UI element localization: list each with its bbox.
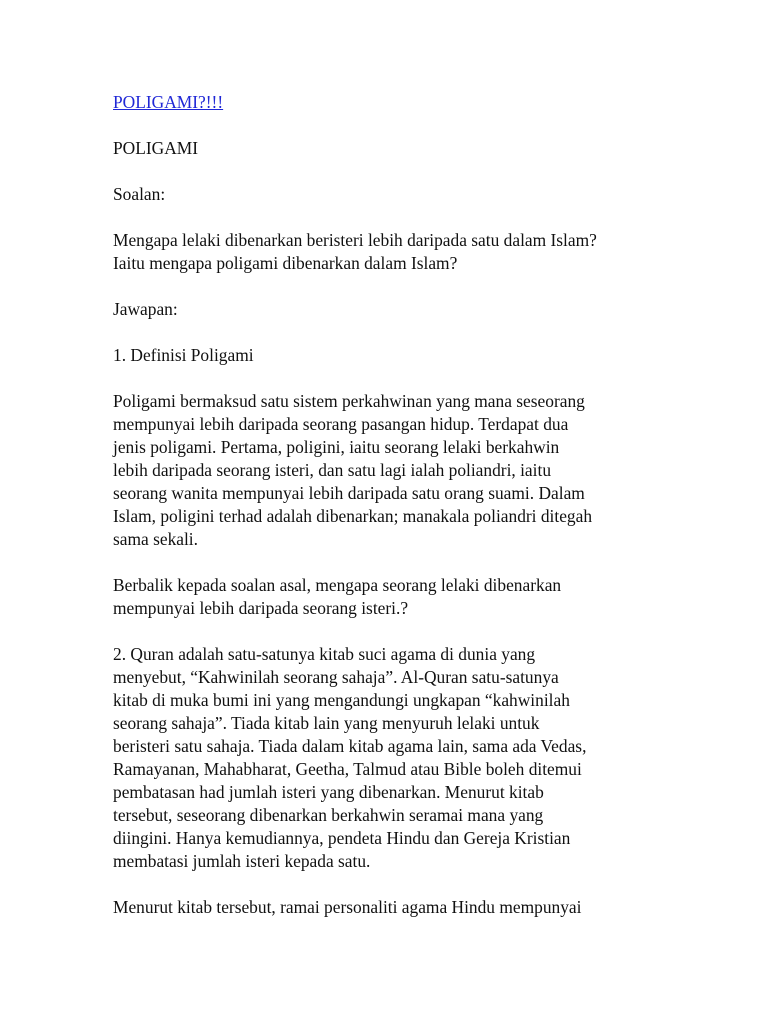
text-line: membatasi jumlah isteri kepada satu. — [113, 851, 371, 871]
question-label — [113, 183, 673, 206]
text-line: jenis poligami. Pertama, poligini, iaitu seorang lelaki berkahwin — [113, 437, 560, 457]
text-line: pembatasan had jumlah isteri yang dibenarkan. Menurut kitab — [113, 782, 544, 802]
text-line: seorang wanita mempunyai lebih daripada satu orang suami. Dalam — [113, 483, 585, 503]
heading-text: POLIGAMI — [113, 138, 199, 158]
text-line: kitab di muka bumi ini yang mengandungi ungkapan “kahwinilah — [113, 690, 570, 710]
text-line: Iaitu mengapa poligami dibenarkan dalam Islam? — [113, 253, 458, 273]
title-link[interactable]: POLIGAMI?!!! — [113, 92, 224, 112]
paragraph-definition — [113, 390, 673, 551]
document-page — [113, 91, 673, 942]
text-line: 2. Quran adalah satu-satunya kitab suci agama di dunia yang — [113, 644, 536, 664]
section-heading-text: 1. Definisi Poligami — [113, 345, 254, 365]
text-line: lebih daripada seorang isteri, dan satu lagi ialah poliandri, iaitu — [113, 460, 552, 480]
text-line: beristeri satu sahaja. Tiada dalam kitab agama lain, sama ada Vedas, — [113, 736, 587, 756]
section-1-heading — [113, 344, 673, 367]
text-line: diingini. Hanya kemudiannya, pendeta Hindu dan Gereja Kristian — [113, 828, 571, 848]
answer-label — [113, 298, 673, 321]
text-line: Islam, poligini terhad adalah dibenarkan; manakala poliandri ditegah — [113, 506, 593, 526]
text-line: Poligami bermaksud satu sistem perkahwinan yang mana seseorang — [113, 391, 585, 411]
text-line: Mengapa lelaki dibenarkan beristeri lebih daripada satu dalam Islam? — [113, 230, 597, 250]
document-heading — [113, 137, 673, 160]
text-line: Berbalik kepada soalan asal, mengapa seorang lelaki dibenarkan — [113, 575, 562, 595]
paragraph-hindu-personalities — [113, 896, 673, 919]
text-line: sama sekali. — [113, 529, 198, 549]
text-line: menyebut, “Kahwinilah seorang sahaja”. Al-Quran satu-satunya — [113, 667, 559, 687]
paragraph-question-return — [113, 574, 673, 620]
text-line: tersebut, seseorang dibenarkan berkahwin seramai mana yang — [113, 805, 544, 825]
question-paragraph — [113, 229, 673, 275]
text-line: seorang sahaja”. Tiada kitab lain yang menyuruh lelaki untuk — [113, 713, 540, 733]
text-line: Ramayanan, Mahabharat, Geetha, Talmud atau Bible boleh ditemui — [113, 759, 582, 779]
text-line: mempunyai lebih daripada seorang isteri.? — [113, 598, 409, 618]
text-line: Menurut kitab tersebut, ramai personaliti agama Hindu mempunyai — [113, 897, 582, 917]
text-line: mempunyai lebih daripada seorang pasangan hidup. Terdapat dua — [113, 414, 569, 434]
paragraph-quran — [113, 643, 673, 873]
question-label-text: Soalan: — [113, 184, 166, 204]
answer-label-text: Jawapan: — [113, 299, 178, 319]
